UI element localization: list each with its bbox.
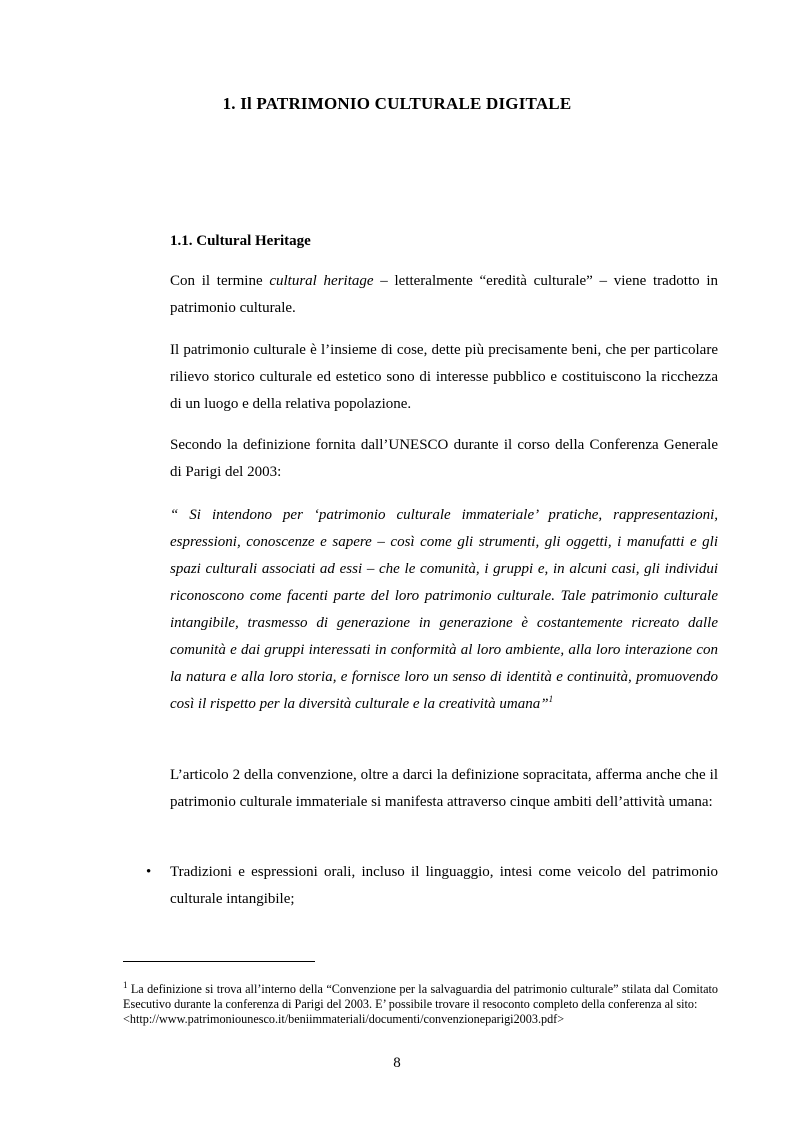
page-number: 8 [393,1055,401,1071]
paragraph-intro-term: cultural heritage [269,273,374,289]
paragraph-definition: Il patrimonio culturale è l’insieme di cose, dette più precisamente beni, che per particolare rilievo storico culturale ed estetico sono di interesse pubblico e costituiscono la ricchezza di un luogo e della relativa popolazione. [170,342,718,412]
paragraph-intro-after: – letteralmente “eredità culturale” – viene tradotto in patrimonio culturale. [170,273,719,316]
footnote-reference[interactable]: 1 [548,694,554,704]
paragraph-intro [170,268,718,322]
paragraph-intro-before: Con il termine [170,273,270,289]
footnote-url[interactable]: <http://www.patrimoniounesco.it/beniimmateriali/documenti/convenzioneparigi2003.pdf> [123,1012,565,1026]
section-heading: 1.1. Cultural Heritage [170,233,311,249]
list-item: Tradizioni e espressioni orali, incluso il linguaggio, intesi come veicolo del patrimonio culturale intangibile; [170,864,718,907]
paragraph-unesco: Secondo la definizione fornita dall’UNESCO durante il corso della Conferenza Generale di Parigi del 2003: [170,437,718,480]
footnote-divider [123,961,315,962]
footnote-number: 1 [123,979,128,990]
footnote [123,979,718,1027]
block-quote-text: “ Si intendono per ‘patrimonio culturale immateriale’ pratiche, rappresentazioni, espressioni, conoscenze e sapere – così come gli strumenti, gli oggetti, i manufatti e gli spazi culturali associati ad essi – che le comunità, i gruppi e, in alcuni casi, gli individui riconoscono come facenti parte del loro patrimonio culturale. Tale patrimonio culturale intangibile, trasmesso di generazione in generazione è costantemente ricreato dalle comunità e dai gruppi interessati in conformità al loro ambiente, alla loro interazione con la natura e alla loro storia, e fornisce loro un senso di identità e continuità, promuovendo così il rispetto per la diversità culturale e la creatività umana” [170,507,718,712]
chapter-title: 1. Il PATRIMONIO CULTURALE DIGITALE [222,94,572,113]
footnote-text: La definizione si trova all’interno della “Convenzione per la salvaguardia del patrimonio culturale” stilata dal Comitato Esecutivo durante la conferenza di Parigi del 2003. E’ possibile trovare il resoconto completo della conferenza al sito: [123,982,718,1011]
bullet-marker: • [146,864,152,880]
paragraph-article: L’articolo 2 della convenzione, oltre a darci la definizione sopracitata, afferma anche che il patrimonio culturale immateriale si manifesta attraverso cinque ambiti dell’attività umana: [170,767,718,810]
block-quote [170,502,718,718]
